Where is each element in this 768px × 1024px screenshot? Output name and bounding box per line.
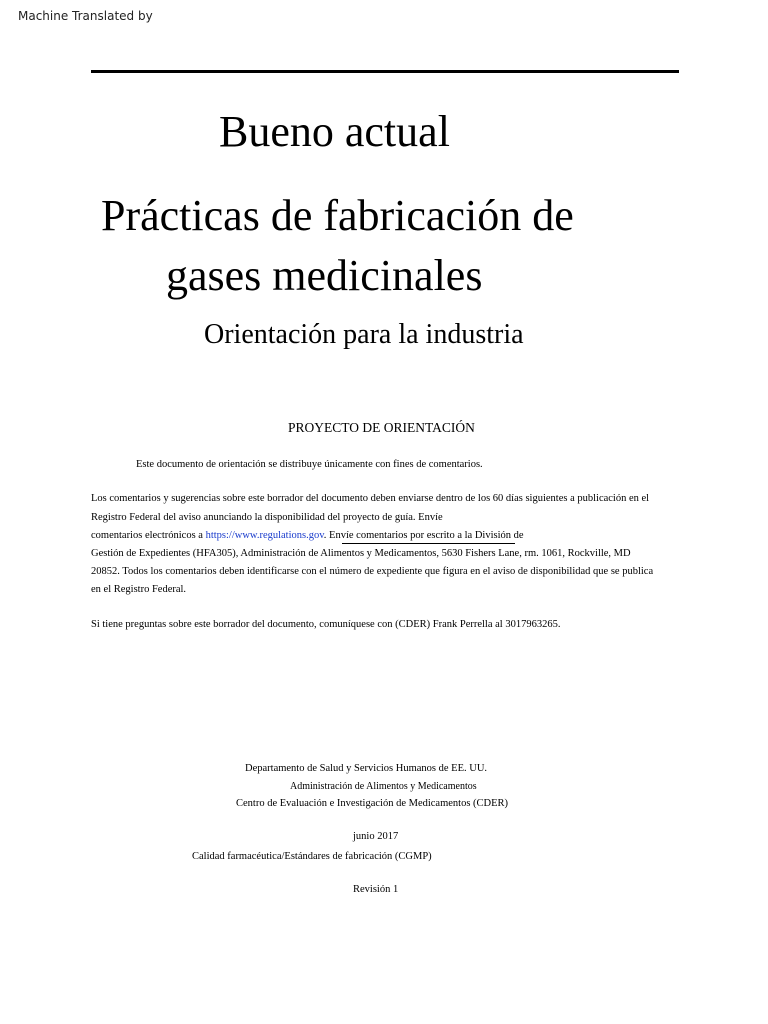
comments-line-4: Gestión de Expedientes (HFA305), Administración de Alimentos y Medicamentos, 5630 Fishers Lane, rm. 1061, Rockville, MD	[91, 548, 631, 559]
footer-revision: Revisión 1	[353, 884, 399, 895]
comments-line-5: 20852. Todos los comentarios deben identificarse con el número de expediente que figura en el aviso de disponibilidad que se publica	[91, 566, 654, 577]
comments-line-2: Registro Federal del aviso anunciando la disponibilidad del proyecto de guía. Envíe	[91, 512, 443, 523]
title-line-2: Prácticas de fabricación de	[101, 191, 574, 240]
title-line-1: Bueno actual	[219, 107, 450, 156]
title-line-3: gases medicinales	[166, 251, 483, 300]
footer-center: Centro de Evaluación e Investigación de Medicamentos (CDER)	[236, 798, 509, 809]
comments-line-3-before: comentarios electrónicos a	[91, 530, 206, 541]
comments-line-1: Los comentarios y sugerencias sobre este borrador del documento deben enviarse dentro de los 60 días siguientes a publicación en el	[91, 493, 650, 504]
footer-agency: Administración de Alimentos y Medicamentos	[290, 781, 477, 792]
footer-date: junio 2017	[353, 831, 399, 842]
draft-heading: PROYECTO DE ORIENTACIÓN	[288, 420, 475, 435]
footer-department: Departamento de Salud y Servicios Humanos de EE. UU.	[245, 763, 488, 774]
comments-line-3-after: . Envíe comentarios por escrito a la División de	[323, 530, 524, 541]
top-rule	[91, 70, 679, 73]
questions-contact: Si tiene preguntas sobre este borrador del documento, comuníquese con (CDER) Frank Perrella al 3017963265.	[91, 619, 561, 630]
footer-category: Calidad farmacéutica/Estándares de fabricación (CGMP)	[192, 851, 432, 862]
comments-line-6: en el Registro Federal.	[91, 584, 187, 595]
regulations-link[interactable]: https://www.regulations.gov	[205, 530, 324, 541]
machine-translated-banner: Machine Translated by	[18, 9, 153, 23]
comments-line-3	[91, 531, 524, 542]
subtitle: Orientación para la industria	[204, 319, 524, 350]
distribution-note: Este documento de orientación se distribuye únicamente con fines de comentarios.	[136, 459, 483, 470]
underline-decoration	[342, 543, 515, 544]
